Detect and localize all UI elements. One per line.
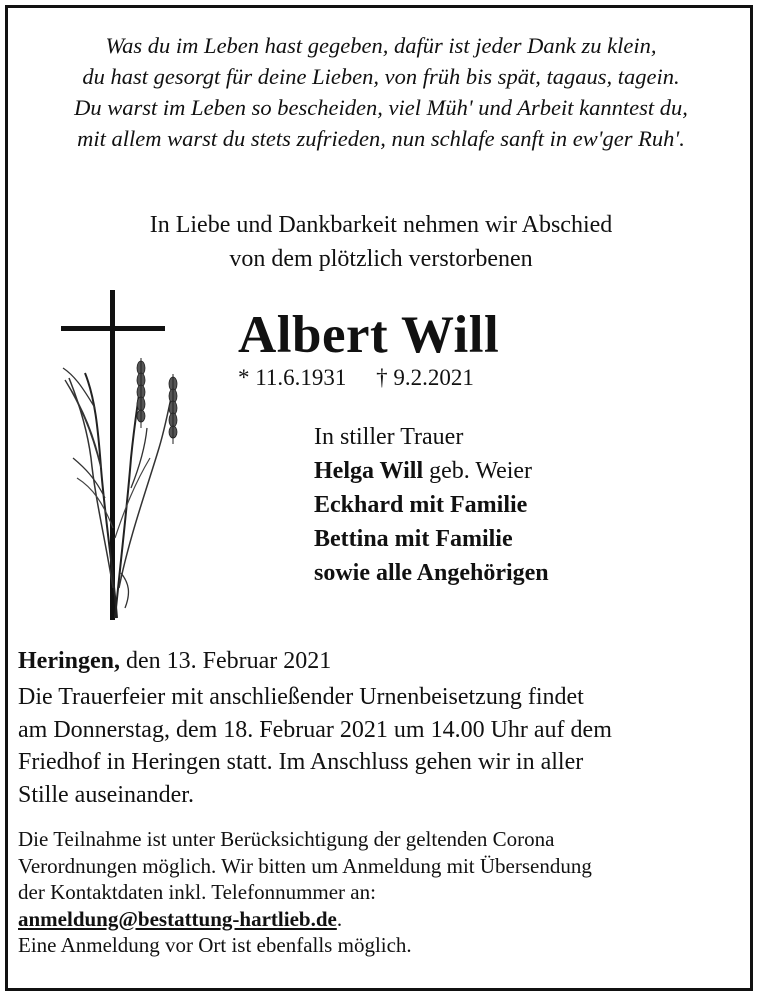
ceremony-line: Friedhof in Heringen statt. Im Anschluss gehen wir in aller bbox=[18, 749, 584, 775]
intro-text bbox=[0, 208, 762, 276]
corona-line: Die Teilnahme ist unter Berücksichtigung der geltenden Corona bbox=[18, 827, 555, 851]
corona-notice bbox=[18, 826, 748, 959]
mourners-heading: In stiller Trauer bbox=[314, 424, 464, 450]
poem-line: du hast gesorgt für deine Lieben, von früh bis spät, tagaus, tagein. bbox=[82, 64, 680, 89]
corona-line: der Kontaktdaten inkl. Telefonnummer an: bbox=[18, 880, 376, 904]
mourner-name: Helga Will bbox=[314, 458, 424, 484]
poem-line: Du warst im Leben so bescheiden, viel Müh' und Arbeit kanntest du, bbox=[74, 95, 688, 120]
birth-date: * 11.6.1931 bbox=[238, 365, 347, 390]
ceremony-text bbox=[18, 681, 748, 811]
corona-last-line: Eine Anmeldung vor Ort ist ebenfalls möglich. bbox=[18, 933, 412, 957]
notice-date: den 13. Februar 2021 bbox=[120, 648, 332, 674]
registration-email-link[interactable]: anmeldung@bestattung-hartlieb.de bbox=[18, 906, 337, 931]
place-date bbox=[18, 645, 331, 678]
cross-with-wheat-icon bbox=[55, 288, 195, 624]
email-line bbox=[18, 906, 748, 933]
corona-line: Verordnungen möglich. Wir bitten um Anmeldung mit Übersendung bbox=[18, 853, 592, 878]
mourner-maiden-name: geb. Weier bbox=[423, 458, 533, 484]
intro-line: In Liebe und Dankbarkeit nehmen wir Abschied bbox=[149, 212, 613, 238]
ceremony-line: am Donnerstag, dem 18. Februar 2021 um 14.00 Uhr auf dem bbox=[18, 716, 612, 743]
death-date: † 9.2.2021 bbox=[376, 365, 474, 390]
ceremony-line: Die Trauerfeier mit anschließender Urnenbeisetzung findet bbox=[18, 684, 584, 710]
place-name: Heringen, bbox=[18, 648, 120, 674]
intro-line: von dem plötzlich verstorbenen bbox=[229, 246, 533, 272]
deceased-name: Albert Will bbox=[238, 306, 500, 364]
mourner-line: Bettina mit Familie bbox=[314, 526, 513, 552]
mourners-list bbox=[314, 420, 549, 590]
email-suffix: . bbox=[336, 906, 343, 931]
life-dates bbox=[238, 362, 474, 394]
mourner-line bbox=[314, 454, 549, 488]
mourner-line: Eckhard mit Familie bbox=[314, 492, 528, 518]
ceremony-line: Stille auseinander. bbox=[18, 781, 194, 808]
poem-line: Was du im Leben hast gegeben, dafür ist jeder Dank zu klein, bbox=[105, 33, 657, 58]
poem bbox=[0, 30, 762, 154]
poem-line: mit allem warst du stets zufrieden, nun schlafe sanft in ew'ger Ruh'. bbox=[77, 126, 685, 151]
mourner-line: sowie alle Angehörigen bbox=[314, 560, 549, 586]
